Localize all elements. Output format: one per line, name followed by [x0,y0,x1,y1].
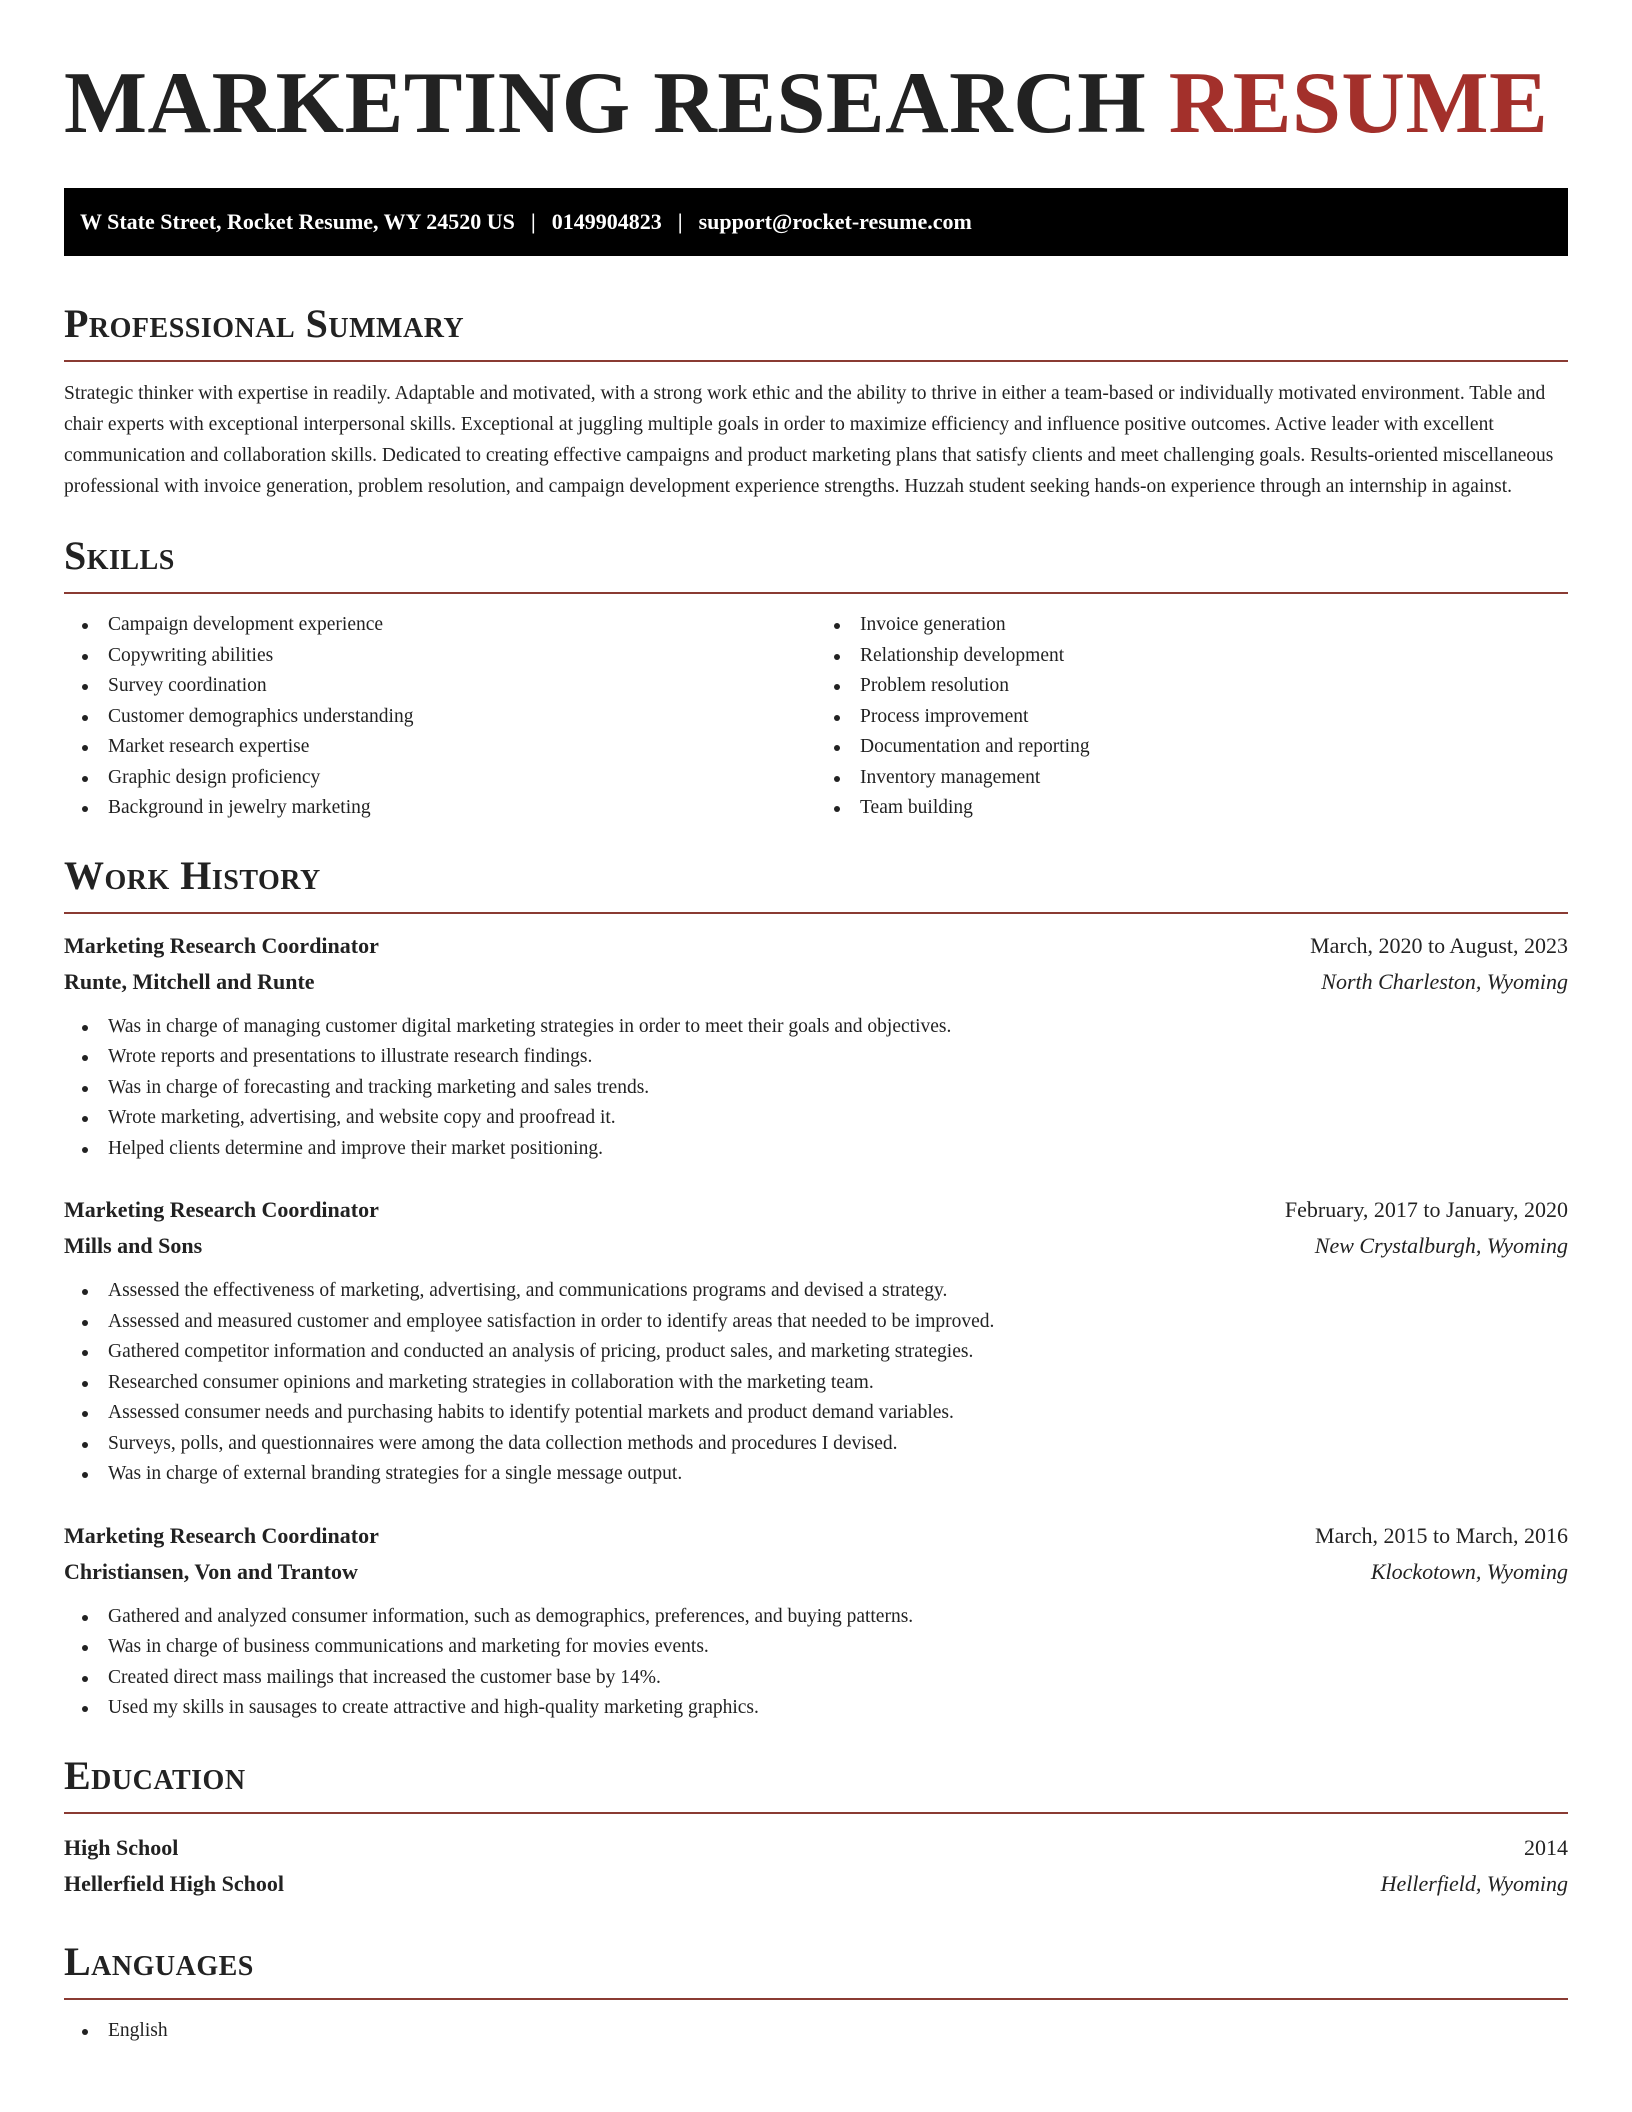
contact-separator: | [677,209,683,234]
education-degree-row [64,1830,1568,1866]
job-entry [64,1518,1568,1724]
languages-section [64,1938,1568,2047]
summary-section [64,300,1568,502]
language-item: English [64,2016,1568,2047]
job-title-row [64,1192,1568,1228]
job-location: North Charleston, Wyoming [1321,968,1568,994]
job-duty: Gathered and analyzed consumer information, such as demographics, preferences, and buying patterns. [64,1602,1568,1633]
education-school: Hellerfield High School [64,1870,284,1896]
job-duty: Was in charge of business communications and marketing for movies events. [64,1632,1568,1663]
title-accent: RESUME [1168,55,1549,152]
skill-item: Market research expertise [64,732,816,763]
job-dates: March, 2015 to March, 2016 [1315,1522,1568,1548]
job-duty: Was in charge of managing customer digital marketing strategies in order to meet their goals and objectives. [64,1012,1568,1043]
job-duty: Wrote reports and presentations to illustrate research findings. [64,1042,1568,1073]
job-duty: Gathered competitor information and conducted an analysis of pricing, product sales, and marketing strategies. [64,1337,1568,1368]
job-duty: Was in charge of external branding strategies for a single message output. [64,1459,1568,1490]
skills-grid [64,610,1568,824]
job-dates: February, 2017 to January, 2020 [1284,1197,1568,1222]
section-divider [64,912,1568,914]
section-divider [64,592,1568,594]
job-duties-list [64,1602,1568,1724]
skills-heading: Skills [64,533,175,578]
job-company-row [64,964,1568,1000]
section-divider [64,360,1568,362]
job-duty: Assessed the effectiveness of marketing, advertising, and communications programs and devised a strategy. [64,1276,1568,1307]
job-duties-list [64,1276,1568,1490]
skill-item: Problem resolution [816,671,1568,702]
job-company: Mills and Sons [64,1233,203,1258]
job-entry [64,1192,1568,1490]
job-dates: March, 2020 to August, 2023 [1310,932,1568,958]
contact-bar [64,188,1568,256]
skills-list-left [64,610,816,824]
job-company-row [64,1228,1568,1264]
job-duty: Helped clients determine and improve their market positioning. [64,1134,1568,1165]
skill-item: Documentation and reporting [816,732,1568,763]
education-location: Hellerfield, Wyoming [1380,1870,1568,1896]
job-company: Christiansen, Von and Trantow [64,1558,358,1584]
contact-phone: 0149904823 [551,209,662,234]
skill-item: Graphic design proficiency [64,763,816,794]
job-title: Marketing Research Coordinator [64,1522,379,1548]
skill-item: Invoice generation [816,610,1568,641]
job-title-row [64,928,1568,964]
job-duty: Wrote marketing, advertising, and website copy and proofread it. [64,1103,1568,1134]
skill-item: Relationship development [816,641,1568,672]
job-duty: Assessed consumer needs and purchasing habits to identify potential markets and product demand variables. [64,1398,1568,1429]
job-duty: Researched consumer opinions and marketing strategies in collaboration with the marketing team. [64,1368,1568,1399]
job-duty: Was in charge of forecasting and tracking marketing and sales trends. [64,1073,1568,1104]
section-divider [64,1998,1568,2000]
job-duty: Assessed and measured customer and employee satisfaction in order to identify areas that needed to be improved. [64,1307,1568,1338]
skills-list-right [816,610,1568,824]
education-school-row [64,1866,1568,1902]
job-duty: Surveys, polls, and questionnaires were among the data collection methods and procedures I devised. [64,1429,1568,1460]
languages-heading: Languages [64,1938,254,1984]
summary-text: Strategic thinker with expertise in readily. Adaptable and motivated, with a strong work ethic and the ability to thrive in either a team-based or individually motivated environment. Table and chair experts with exceptional interpersonal skills. Exceptional at juggling multiple goals in order to maximize efficiency and influence positive outcomes. Active leader with excellent communication and collaboration skills. Dedicated to creating effective campaigns and product marketing plans that satisfy clients and meet challenging goals. Results-oriented miscellaneous professional with invoice generation, problem resolution, and campaign development experience strengths. Huzzah student seeking hands-on experience through an internship in against. [64,383,1554,497]
job-entry [64,928,1568,1165]
contact-separator: | [530,209,536,234]
job-title: Marketing Research Coordinator [64,932,379,958]
skill-item: Process improvement [816,702,1568,733]
education-year: 2014 [1524,1834,1568,1860]
skill-item: Inventory management [816,763,1568,794]
skill-item: Campaign development experience [64,610,816,641]
job-duties-list [64,1012,1568,1165]
job-company: Runte, Mitchell and Runte [64,968,315,994]
job-company-row [64,1554,1568,1590]
summary-heading: Professional Summary [64,301,465,346]
education-section [64,1752,1568,1902]
skill-item: Customer demographics understanding [64,702,816,733]
contact-email[interactable]: support@rocket-resume.com [698,209,972,234]
work-history-section [64,852,1568,1724]
job-title-row [64,1518,1568,1554]
skills-section [64,532,1568,824]
job-duty: Created direct mass mailings that increased the customer base by 14%. [64,1663,1568,1694]
skill-item: Team building [816,793,1568,824]
job-title: Marketing Research Coordinator [64,1197,379,1222]
title-main: MARKETING RESEARCH [64,55,1147,152]
job-location: New Crystalburgh, Wyoming [1314,1233,1568,1258]
skill-item: Survey coordination [64,671,816,702]
work-history-heading: Work History [64,852,321,898]
education-heading: Education [64,1752,246,1798]
section-divider [64,1812,1568,1814]
job-location: Klockotown, Wyoming [1370,1558,1568,1584]
contact-address: W State Street, Rocket Resume, WY 24520 US [80,209,515,234]
job-duty: Used my skills in sausages to create attractive and high-quality marketing graphics. [64,1693,1568,1724]
languages-list [64,2016,1568,2047]
education-degree: High School [64,1834,179,1860]
skill-item: Background in jewelry marketing [64,793,816,824]
resume-title [64,56,1568,152]
skill-item: Copywriting abilities [64,641,816,672]
